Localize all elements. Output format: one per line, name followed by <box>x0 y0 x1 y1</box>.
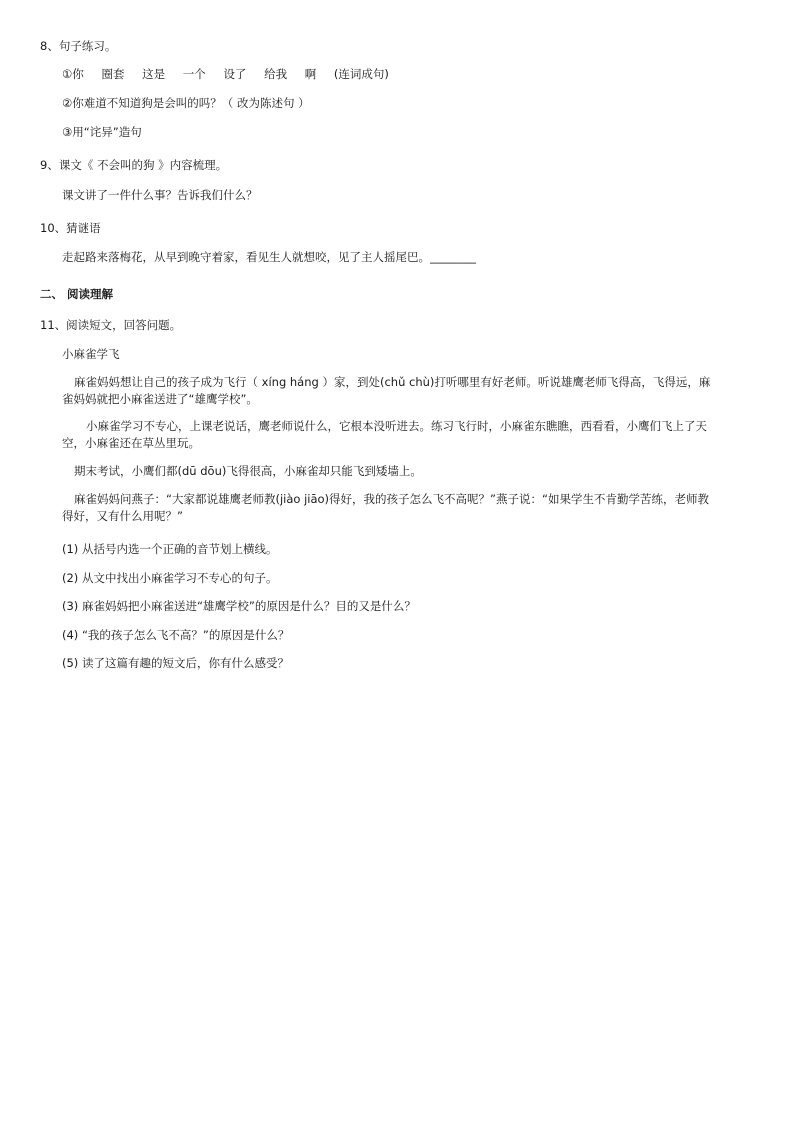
word-5: 设了 <box>223 67 247 81</box>
word-2: 圈套 <box>101 67 125 81</box>
word-7: 啊 <box>304 67 317 81</box>
sub-question-1: (1) 从括号内选一个正确的音节划上横线。 <box>62 542 278 556</box>
section-2-title: 二、 阅读理解 <box>40 287 114 301</box>
question-8-sub3: ③用“诧异”造句 <box>62 125 142 139</box>
question-9-sub: 课文讲了一件什么事？告诉我们什么？ <box>62 188 258 202</box>
word-1: ①你 <box>62 67 84 81</box>
question-9-title: 9、课文《 不会叫的狗 》内容梳理。 <box>40 158 228 172</box>
story-paragraph-3: 期末考试，小鹰们都(dū dōu)飞得很高，小麻雀却只能飞到矮墙上。 <box>74 464 422 478</box>
question-10-riddle: 走起路来落梅花，从早到晚守着家，看见生人就想咬，见了主人摇尾巴。________ <box>62 250 476 264</box>
word-8: (连词成句) <box>333 67 389 81</box>
word-4: 一个 <box>182 67 206 81</box>
question-8-title: 8、句子练习。 <box>40 39 117 53</box>
word-3: 这是 <box>142 67 166 81</box>
question-10-title: 10、猜谜语 <box>40 221 101 235</box>
story-paragraph-1: 麻雀妈妈想让自己的孩子成为飞行（ xíng háng ）家，到处(chǔ chù)打听哪里有好老师。听说雄鹰老师飞得高，飞得远，麻雀妈妈就把小麻雀送进了“雄鹰学校”。 <box>62 375 711 406</box>
question-11-title: 11、阅读短文，回答问题。 <box>40 318 182 332</box>
sub-question-5: (5) 读了这篇有趣的短文后，你有什么感受？ <box>62 656 289 670</box>
sub-question-3: (3) 麻雀妈妈把小麻雀送进“雄鹰学校”的原因是什么？目的又是什么？ <box>62 599 416 613</box>
word-6: 给我 <box>264 67 288 81</box>
story-paragraph-2: 小麻雀学习不专心，上课老说话，鹰老师说什么，它根本没听进去。练习飞行时，小麻雀东瞧瞧，西看看，小鹰们飞上了天空，小麻雀还在草丛里玩。 <box>62 419 707 450</box>
story-paragraph-4: 麻雀妈妈问燕子：“大家都说雄鹰老师教(jiào jiāo)得好，我的孩子怎么飞不高呢？”燕子说：“如果学生不肯勤学苦练，老师教得好，又有什么用呢？” <box>62 492 709 523</box>
question-8-sub1 <box>62 66 389 82</box>
sub-question-2: (2) 从文中找出小麻雀学习不专心的句子。 <box>62 571 278 585</box>
question-8-sub2: ②你难道不知道狗是会叫的吗？（ 改为陈述句 ） <box>62 96 310 110</box>
story-title: 小麻雀学飞 <box>62 347 120 361</box>
sub-question-4: (4) “我的孩子怎么飞不高？”的原因是什么？ <box>62 628 290 642</box>
